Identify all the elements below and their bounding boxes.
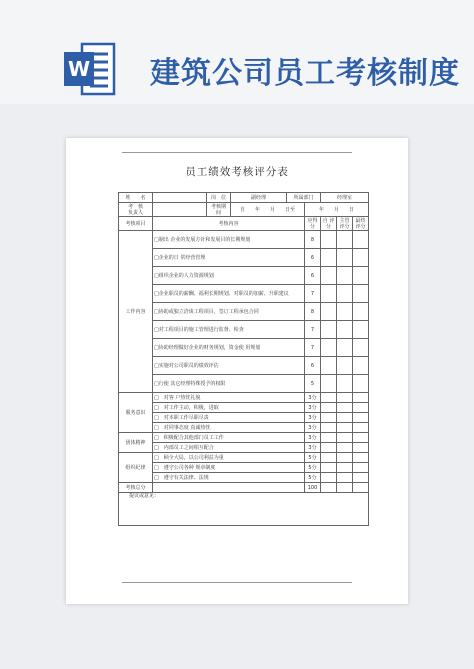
document-page	[66, 138, 408, 604]
discipline-item-text: □ 顾全大局，以公司利益为重	[153, 453, 305, 463]
period-to: 年 月 日	[305, 203, 369, 217]
final-score-cell	[353, 413, 369, 423]
evaluation-table	[118, 192, 369, 526]
dept-label: 所属部门	[287, 193, 321, 203]
table-row	[119, 413, 369, 423]
self-score-cell	[321, 423, 337, 433]
manager-score-cell	[337, 267, 353, 285]
name-value-cell	[153, 193, 207, 203]
final-score-cell	[353, 285, 369, 303]
position-label: 岗 位	[207, 193, 231, 203]
self-score-cell	[321, 231, 337, 249]
work-item-text: □组织企业的人力资源规划	[153, 267, 305, 285]
service-item-text: □ 对同事态度 真诚热忱	[153, 423, 305, 433]
period-label: 考核期 间	[207, 203, 231, 217]
manager-score-cell	[337, 433, 353, 443]
discipline-category-label: 组织纪律	[119, 453, 153, 483]
manager-score-cell	[337, 403, 353, 413]
table-row	[119, 493, 369, 526]
opinion-label: 提议或意见：	[119, 493, 369, 526]
document-title: 员工绩效考核评分表	[185, 166, 289, 178]
self-score-cell	[321, 443, 337, 453]
table-row	[119, 423, 369, 433]
discipline-item-score: 5分	[305, 463, 321, 473]
work-item-text: □协助或独立洽谈工程项目，签订工程承包合同	[153, 303, 305, 321]
final-score-header: 最终 评分	[353, 217, 369, 231]
total-value: 100	[305, 483, 321, 493]
table-row	[119, 393, 369, 403]
assessor-label: 考 核 负责人	[119, 203, 153, 217]
team-item-text: □ 积极配合其他部门员工工作	[153, 433, 305, 443]
self-score-cell	[321, 249, 337, 267]
final-score-cell	[353, 453, 369, 463]
table-row	[119, 483, 369, 493]
item-header: 考核项目	[119, 217, 153, 231]
final-score-cell	[353, 357, 369, 375]
manager-score-cell	[337, 231, 353, 249]
table-row	[119, 193, 369, 203]
team-category-label: 团体精神	[119, 433, 153, 453]
manager-score-cell	[337, 483, 353, 493]
work-item-text: □企业的日 常经营管理	[153, 249, 305, 267]
table-row	[119, 203, 369, 217]
word-logo-letter: W	[67, 57, 91, 81]
final-score-cell	[353, 443, 369, 453]
work-category-label: 工作内容	[119, 231, 153, 393]
final-score-cell	[353, 473, 369, 483]
final-score-cell	[353, 433, 369, 443]
final-score-cell	[353, 339, 369, 357]
page-banner	[0, 0, 474, 104]
table-row	[119, 285, 369, 303]
final-score-cell	[353, 375, 369, 393]
table-row	[119, 217, 369, 231]
self-score-cell	[321, 403, 337, 413]
footer-rule	[122, 582, 352, 583]
final-score-cell	[353, 403, 369, 413]
service-item-score: 3分	[305, 413, 321, 423]
manager-score-cell	[337, 443, 353, 453]
manager-score-cell	[337, 375, 353, 393]
self-score-cell	[321, 321, 337, 339]
work-item-score: 5	[305, 375, 321, 393]
assessor-value-cell	[153, 203, 207, 217]
discipline-item-text: □ 遵守公司各种 规章制度	[153, 463, 305, 473]
banner-title: 建筑公司员工考核制度	[150, 56, 460, 91]
service-category-label: 服务意识	[119, 393, 153, 433]
manager-score-cell	[337, 339, 353, 357]
manager-score-cell	[337, 473, 353, 483]
work-item-score: 7	[305, 339, 321, 357]
total-label: 考核总分	[119, 483, 153, 493]
self-score-cell	[321, 463, 337, 473]
self-score-cell	[321, 375, 337, 393]
team-item-text: □ 内部员工之间相互配合	[153, 443, 305, 453]
header-rule	[122, 152, 352, 153]
table-row	[119, 303, 369, 321]
work-item-text: □实施对公司职员的绩效评估	[153, 357, 305, 375]
table-row	[119, 453, 369, 463]
manager-score-cell	[337, 321, 353, 339]
final-score-cell	[353, 483, 369, 493]
self-score-cell	[321, 339, 337, 357]
service-item-text: □ 对本职工作尽职尽责	[153, 413, 305, 423]
table-row	[119, 267, 369, 285]
work-item-text: □行使 其它经理特殊授予的权限	[153, 375, 305, 393]
word-document-icon	[62, 40, 116, 98]
content-header: 考核内容	[153, 217, 305, 231]
table-row	[119, 357, 369, 375]
service-item-text: □ 对客 户热忱礼貌	[153, 393, 305, 403]
work-item-score: 6	[305, 267, 321, 285]
service-item-score: 3分	[305, 403, 321, 413]
self-score-cell	[321, 433, 337, 443]
self-score-cell	[321, 357, 337, 375]
self-score-header: 自 评 分	[321, 217, 337, 231]
table-row	[119, 231, 369, 249]
discipline-item-score: 5分	[305, 453, 321, 463]
name-label: 姓 名	[119, 193, 153, 203]
work-item-score: 8	[305, 231, 321, 249]
final-score-cell	[353, 423, 369, 433]
total-blank-cell	[153, 483, 305, 493]
discipline-item-text: □ 遵守有关法律、法规	[153, 473, 305, 483]
final-score-cell	[353, 231, 369, 249]
self-score-cell	[321, 453, 337, 463]
team-item-score: 3分	[305, 443, 321, 453]
self-score-cell	[321, 303, 337, 321]
self-score-cell	[321, 413, 337, 423]
service-item-text: □ 对工作主动，积极，进取	[153, 403, 305, 413]
table-row	[119, 321, 369, 339]
table-row	[119, 443, 369, 453]
table-row	[119, 463, 369, 473]
work-item-text: □制出 企业的发展方针和发展目的长期规划	[153, 231, 305, 249]
discipline-item-score: 5分	[305, 473, 321, 483]
manager-score-cell	[337, 413, 353, 423]
score-header: 应得 分	[305, 217, 321, 231]
self-score-cell	[321, 483, 337, 493]
work-item-score: 8	[305, 303, 321, 321]
manager-score-cell	[337, 357, 353, 375]
table-row	[119, 403, 369, 413]
manager-score-cell	[337, 463, 353, 473]
table-row	[119, 473, 369, 483]
self-score-cell	[321, 473, 337, 483]
manager-score-cell	[337, 423, 353, 433]
self-score-cell	[321, 267, 337, 285]
team-item-score: 3分	[305, 433, 321, 443]
work-item-score: 7	[305, 285, 321, 303]
work-item-text: □对工程项目的施工管理进行监督、检查	[153, 321, 305, 339]
work-item-text: □协助经理做好企业的财务规划，资金使 用规划	[153, 339, 305, 357]
service-item-score: 3分	[305, 423, 321, 433]
self-score-cell	[321, 285, 337, 303]
manager-score-cell	[337, 285, 353, 303]
manager-score-cell	[337, 303, 353, 321]
table-row	[119, 375, 369, 393]
manager-score-cell	[337, 249, 353, 267]
service-item-score: 3分	[305, 393, 321, 403]
manager-score-header: 主管 评分	[337, 217, 353, 231]
final-score-cell	[353, 321, 369, 339]
manager-score-cell	[337, 393, 353, 403]
dept-value: 经理室	[321, 193, 369, 203]
table-row	[119, 433, 369, 443]
work-item-score: 6	[305, 357, 321, 375]
position-value: 副经理	[231, 193, 287, 203]
table-row	[119, 249, 369, 267]
final-score-cell	[353, 267, 369, 285]
final-score-cell	[353, 393, 369, 403]
work-item-score: 7	[305, 321, 321, 339]
work-item-text: □企业职员的薪酬、福利长期规划、对职员的加薪、升职建议	[153, 285, 305, 303]
self-score-cell	[321, 393, 337, 403]
period-from: 自 年 月 日至	[231, 203, 305, 217]
table-row	[119, 339, 369, 357]
work-item-score: 6	[305, 249, 321, 267]
manager-score-cell	[337, 453, 353, 463]
final-score-cell	[353, 303, 369, 321]
final-score-cell	[353, 249, 369, 267]
final-score-cell	[353, 463, 369, 473]
